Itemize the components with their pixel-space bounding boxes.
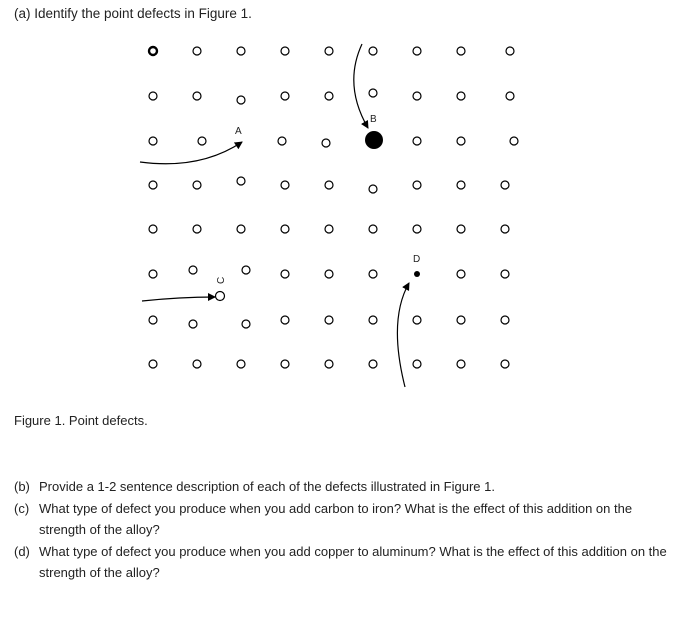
lattice-atom — [457, 181, 465, 189]
arrow-a — [140, 142, 242, 164]
lattice-atom — [369, 225, 377, 233]
lattice-atom — [501, 181, 509, 189]
question-b — [14, 476, 674, 498]
lattice-atom — [369, 185, 377, 193]
question-letter: (d) — [14, 543, 30, 559]
lattice-atom — [413, 92, 421, 100]
lattice-atom — [198, 137, 206, 145]
lattice-atom — [242, 320, 250, 328]
question-c — [14, 498, 674, 541]
lattice-atom — [149, 181, 157, 189]
lattice-atom — [369, 270, 377, 278]
large-substitutional-atom — [365, 131, 383, 149]
lattice-atom — [193, 92, 201, 100]
lattice-atom — [510, 137, 518, 145]
lattice-atom — [193, 181, 201, 189]
arrow-b — [354, 44, 368, 128]
lattice-atom — [149, 316, 157, 324]
lattice-atom — [237, 96, 245, 104]
lattice-atom — [413, 181, 421, 189]
lattice-atom — [281, 270, 289, 278]
question-text: What type of defect you produce when you add copper to aluminum? What is the effect of this addition on the strength of the alloy? — [39, 543, 667, 580]
label-b: B — [370, 114, 377, 125]
lattice-atom — [189, 266, 197, 274]
lattice-atom — [413, 137, 421, 145]
lattice-atom — [413, 360, 421, 368]
question-text: Provide a 1-2 sentence description of each of the defects illustrated in Figure 1. — [39, 479, 495, 494]
lattice-atom — [501, 270, 509, 278]
lattice-atom — [325, 225, 333, 233]
lattice-atom — [149, 47, 157, 55]
lattice-atom — [149, 270, 157, 278]
lattice-atom — [325, 316, 333, 324]
label-c: C — [216, 276, 227, 284]
lattice-atom — [457, 270, 465, 278]
lattice-atoms — [149, 47, 518, 368]
question-text: What type of defect you produce when you add carbon to iron? What is the effect of this addition on the strength of the alloy? — [39, 500, 633, 537]
lattice-atom — [149, 137, 157, 145]
label-a: A — [235, 126, 242, 137]
lattice-atom — [413, 47, 421, 55]
lattice-atom — [281, 360, 289, 368]
interstitial-atom-c — [216, 292, 225, 301]
question-list — [14, 476, 674, 584]
lattice-atom — [457, 47, 465, 55]
lattice-atom — [325, 92, 333, 100]
lattice-atom — [281, 47, 289, 55]
lattice-atom — [325, 47, 333, 55]
lattice-atom — [193, 360, 201, 368]
lattice-atom — [457, 92, 465, 100]
lattice-atom — [325, 360, 333, 368]
lattice-atom — [413, 316, 421, 324]
lattice-atom — [457, 225, 465, 233]
lattice-atom — [369, 316, 377, 324]
lattice-atom — [457, 137, 465, 145]
lattice-atom — [413, 225, 421, 233]
lattice-atom — [501, 225, 509, 233]
lattice-atom — [237, 225, 245, 233]
lattice-atom — [501, 360, 509, 368]
arrow-c — [142, 297, 215, 301]
lattice-atom — [506, 92, 514, 100]
question-letter: (b) — [14, 479, 30, 494]
lattice-atom — [149, 225, 157, 233]
lattice-atom — [193, 47, 201, 55]
question-letter: (c) — [14, 500, 30, 516]
lattice-atom — [149, 360, 157, 368]
small-interstitial-atom — [414, 271, 420, 277]
figure-caption: Figure 1. Point defects. — [14, 413, 148, 428]
question-d — [14, 541, 674, 584]
lattice-atom — [281, 92, 289, 100]
lattice-atom — [369, 47, 377, 55]
question-a: (a) Identify the point defects in Figure 1. — [14, 6, 252, 21]
lattice-atom — [281, 181, 289, 189]
lattice-atom — [237, 360, 245, 368]
lattice-atom — [278, 137, 286, 145]
lattice-atom — [369, 360, 377, 368]
lattice-atom — [369, 89, 377, 97]
lattice-atom — [281, 225, 289, 233]
lattice-atom — [322, 139, 330, 147]
arrow-d — [397, 283, 409, 387]
lattice-atom — [325, 270, 333, 278]
lattice-atom — [193, 225, 201, 233]
lattice-atom — [242, 266, 250, 274]
lattice-atom — [457, 316, 465, 324]
lattice-atom — [506, 47, 514, 55]
lattice-atom — [501, 316, 509, 324]
lattice-atom — [457, 360, 465, 368]
lattice-atom — [149, 92, 157, 100]
lattice-atom — [281, 316, 289, 324]
lattice-atom — [189, 320, 197, 328]
lattice-atom — [325, 181, 333, 189]
label-d: D — [413, 254, 421, 265]
lattice-atom — [237, 177, 245, 185]
lattice-atom — [237, 47, 245, 55]
